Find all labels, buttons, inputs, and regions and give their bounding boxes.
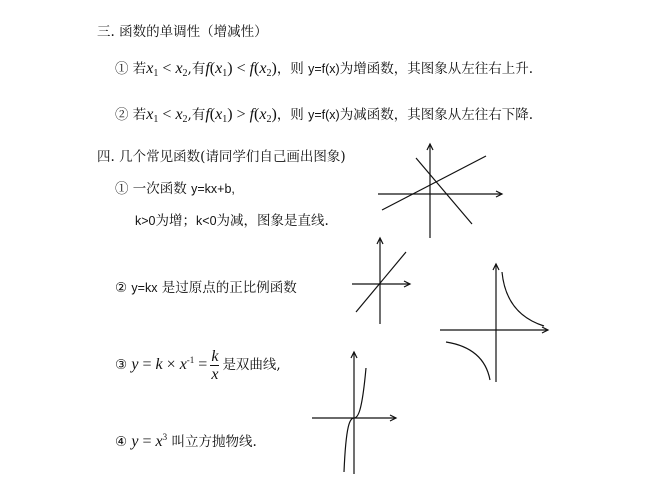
proportional-formula: y=kx	[131, 281, 158, 295]
item-marker: ③	[115, 357, 128, 373]
cubic-graph	[310, 350, 398, 476]
proportional-function-graph	[350, 236, 412, 326]
cubic-formula: $y = x^3$	[131, 432, 168, 450]
hyperbola-item: ③ $y = k \times x^{-1}$ = $\frac{k}{x}$ 是双曲线,	[115, 347, 281, 383]
inequality-fx1-gt-fx2: $f(x_1) > f(x_2)$	[205, 106, 277, 125]
section3-heading: 三. 函数的单调性（增减性）	[97, 24, 268, 40]
hyperbola-graph	[438, 262, 550, 384]
cubic-curve	[344, 368, 366, 472]
inequality-fx1-lt-fx2: $f(x_1) < f(x_2)$	[205, 60, 277, 79]
linear-formula: y=kx+b,	[191, 182, 235, 196]
k-over-x-fraction: $\frac{k}{x}$	[211, 347, 219, 383]
proportional-function-item: ② y=kx 是过原点的正比例函数	[115, 280, 297, 296]
monotonic-increasing-item: ① 若$x_1 < x_2$,有$f(x_1) < f(x_2)$，则 y=f(x)为增函数，其图象从左往右上升.	[115, 60, 534, 79]
item-marker: ①	[115, 181, 129, 197]
cubic-item: ④ $y = x^3$ 叫立方抛物线.	[115, 432, 257, 450]
section4-heading: 四. 几个常见函数(请同学们自己画出图象)	[97, 149, 346, 165]
hyperbola-branch-negative	[446, 342, 490, 380]
monotonic-decreasing-item: ② 若$x_1 < x_2$,有$f(x_1) > f(x_2)$，则 y=f(x)为减函数，其图象从左往右下降.	[115, 106, 534, 125]
hyperbola-branch-positive	[502, 272, 544, 326]
inequality-x1-lt-x2: $x_1 < x_2$	[146, 60, 188, 79]
item-marker: ②	[115, 280, 128, 296]
item-marker: ④	[115, 434, 128, 450]
linear-functions-graph	[374, 140, 504, 240]
inequality-x1-lt-x2: $x_1 < x_2$	[146, 106, 188, 125]
item-marker: ②	[115, 107, 129, 123]
linear-function-description: k>0为增；k<0为减，图象是直线.	[135, 213, 329, 229]
origin-line	[356, 252, 406, 312]
linear-function-item: ① 一次函数 y=kx+b,	[115, 181, 235, 197]
increasing-line	[382, 156, 486, 210]
item-marker: ①	[115, 61, 129, 77]
hyperbola-formula: $y = k \times x^{-1}$ = $\frac{k}{x}$	[131, 347, 219, 383]
